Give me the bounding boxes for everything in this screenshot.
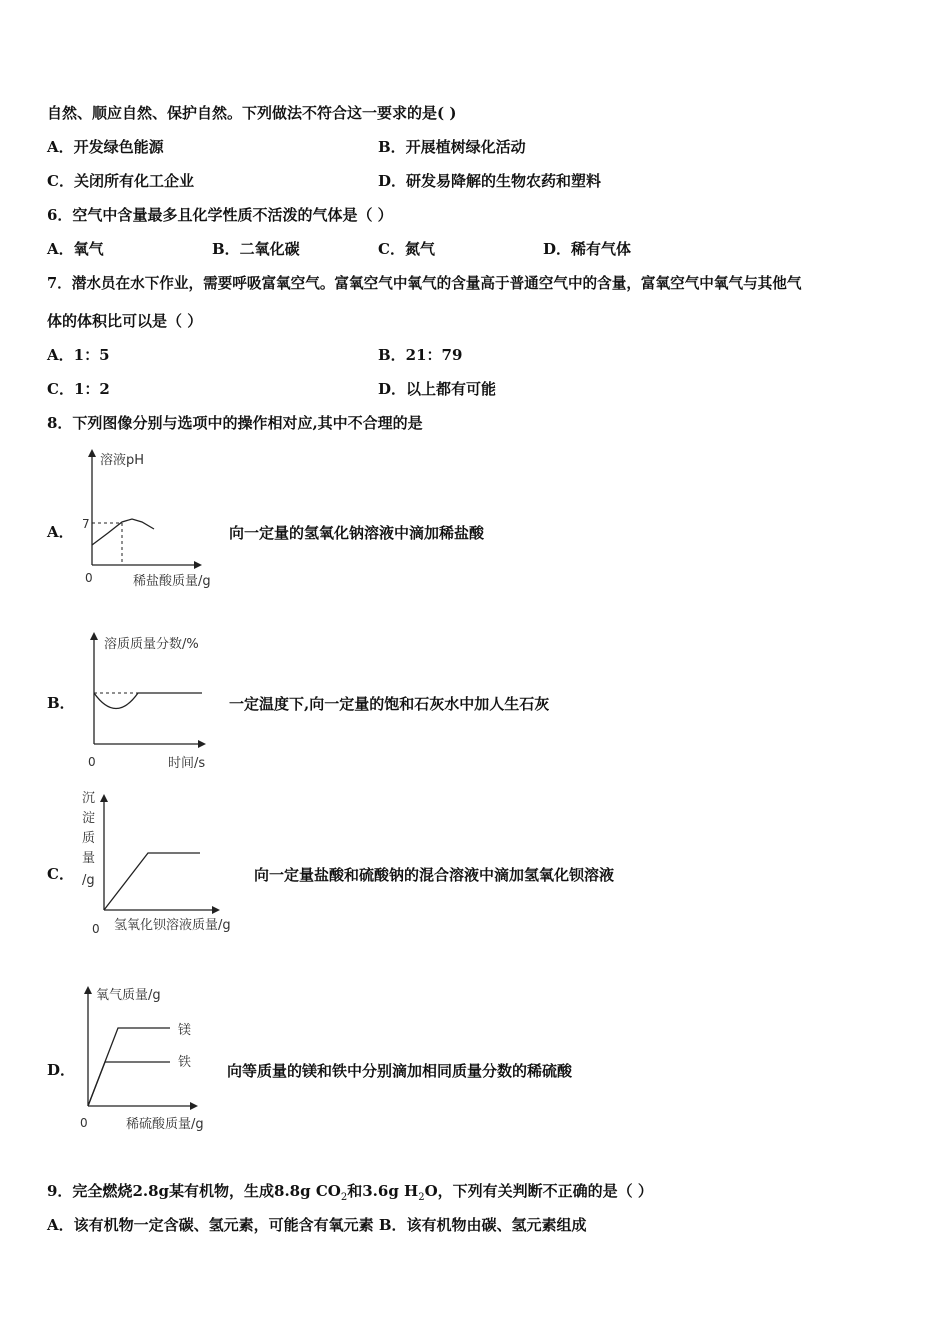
- x-axis-label: 时间/s: [168, 756, 206, 771]
- q8-graph-a: [70, 445, 240, 595]
- q5-option-b: B．开展植树绿化活动: [378, 138, 526, 156]
- q6-option-a: A．氧气: [47, 240, 104, 258]
- q8-option-b-desc: 一定温度下,向一定量的饱和石灰水中加人生石灰: [229, 695, 550, 713]
- y-axis-label-char: 沉: [82, 791, 96, 806]
- magnesium-curve: [88, 1028, 170, 1106]
- q9-stem-prefix: 9．完全燃烧2.8g某有机物，生成8.8g CO: [47, 1182, 341, 1200]
- q5-option-a: A．开发绿色能源: [47, 138, 164, 156]
- concentration-curve: [94, 693, 202, 709]
- q6-stem: 6．空气中含量最多且化学性质不活泼的气体是（ ）: [47, 206, 393, 224]
- q8-option-d-desc: 向等质量的镁和铁中分别滴加相同质量分数的稀硫酸: [227, 1062, 573, 1080]
- q5-stem: 自然、顺应自然、保护自然。下列做法不符合这一要求的是( ): [47, 104, 457, 122]
- q6-option-c: C．氮气: [378, 240, 435, 258]
- q8-graph-d: [74, 980, 234, 1135]
- q6-option-d: D．稀有气体: [543, 240, 632, 258]
- q7-option-a: A．1：5: [47, 346, 110, 364]
- q8-option-c-label: C．: [47, 865, 74, 883]
- q8-option-c-desc: 向一定量盐酸和硫酸钠的混合溶液中滴加氢氧化钡溶液: [254, 866, 615, 884]
- x-axis-arrow-icon: [198, 740, 206, 748]
- q7-option-d: D．以上都有可能: [378, 380, 497, 398]
- series-label-magnesium: 镁: [178, 1023, 192, 1038]
- q6-option-b: B．二氧化碳: [212, 240, 300, 258]
- q8-graph-c: [76, 786, 256, 941]
- q9-options-line: A．该有机物一定含碳、氢元素，可能含有氧元素 B．该有机物由碳、氢元素组成: [47, 1216, 587, 1234]
- x-axis-label: 稀盐酸质量/g: [133, 574, 211, 589]
- ph-7-tick: 7: [82, 517, 90, 531]
- q8-option-b-label: B．: [47, 694, 75, 712]
- y-axis-label: 溶液pH: [100, 453, 145, 468]
- origin-label: 0: [88, 755, 96, 769]
- q5-option-d: D．研发易降解的生物农药和塑料: [378, 172, 602, 190]
- x-axis-arrow-icon: [212, 906, 220, 914]
- q7-stem-line1: 7．潜水员在水下作业，需要呼吸富氧空气。富氧空气中氧气的含量高于普通空气中的含量，富氧空气中氧气与其他气: [47, 275, 802, 292]
- y-axis-arrow-icon: [90, 632, 98, 640]
- series-label-iron: 铁: [178, 1055, 192, 1070]
- origin-label: 0: [92, 922, 100, 936]
- precipitate-curve: [104, 853, 200, 910]
- y-axis-arrow-icon: [100, 794, 108, 802]
- q8-option-d-label: D．: [47, 1061, 76, 1079]
- y-axis-label-char: 量: [82, 851, 96, 866]
- y-axis-label-char: 淀: [82, 811, 96, 826]
- q8-stem: 8．下列图像分别与选项中的操作相对应,其中不合理的是: [47, 414, 423, 432]
- y-axis-label-char: 质: [82, 831, 96, 846]
- q7-option-b: B．21：79: [378, 346, 463, 364]
- ph-curve: [92, 519, 154, 545]
- q7-option-c: C．1：2: [47, 380, 110, 398]
- q8-graph-b: [80, 628, 240, 778]
- q5-option-c: C．关闭所有化工企业: [47, 172, 194, 190]
- q8-option-a-label: A．: [47, 523, 74, 541]
- q9-stem-suffix: O，下列有关判断不正确的是（ ）: [424, 1182, 653, 1200]
- x-axis-arrow-icon: [190, 1102, 198, 1110]
- q9-sub-h2o: 2: [418, 1192, 425, 1203]
- q9-stem-mid: 和3.6g H: [347, 1182, 419, 1200]
- q7-stem-line2: 体的体积比可以是（ ）: [47, 312, 203, 330]
- x-axis-arrow-icon: [194, 561, 202, 569]
- iron-curve: [88, 1062, 170, 1106]
- y-axis-arrow-icon: [84, 986, 92, 994]
- y-axis-label: 氧气质量/g: [96, 988, 161, 1003]
- y-axis-arrow-icon: [88, 449, 96, 457]
- y-axis-label: 溶质质量分数/%: [104, 637, 199, 652]
- x-axis-label: 氢氧化钡溶液质量/g: [114, 918, 231, 933]
- origin-label: 0: [85, 571, 93, 585]
- x-axis-label: 稀硫酸质量/g: [126, 1117, 204, 1132]
- y-axis-label-char: /g: [82, 873, 95, 888]
- q9-sub-co2: 2: [340, 1192, 348, 1203]
- q8-option-a-desc: 向一定量的氢氧化钠溶液中滴加稀盐酸: [229, 524, 485, 542]
- q9-stem: [47, 1181, 653, 1208]
- origin-label: 0: [80, 1116, 88, 1130]
